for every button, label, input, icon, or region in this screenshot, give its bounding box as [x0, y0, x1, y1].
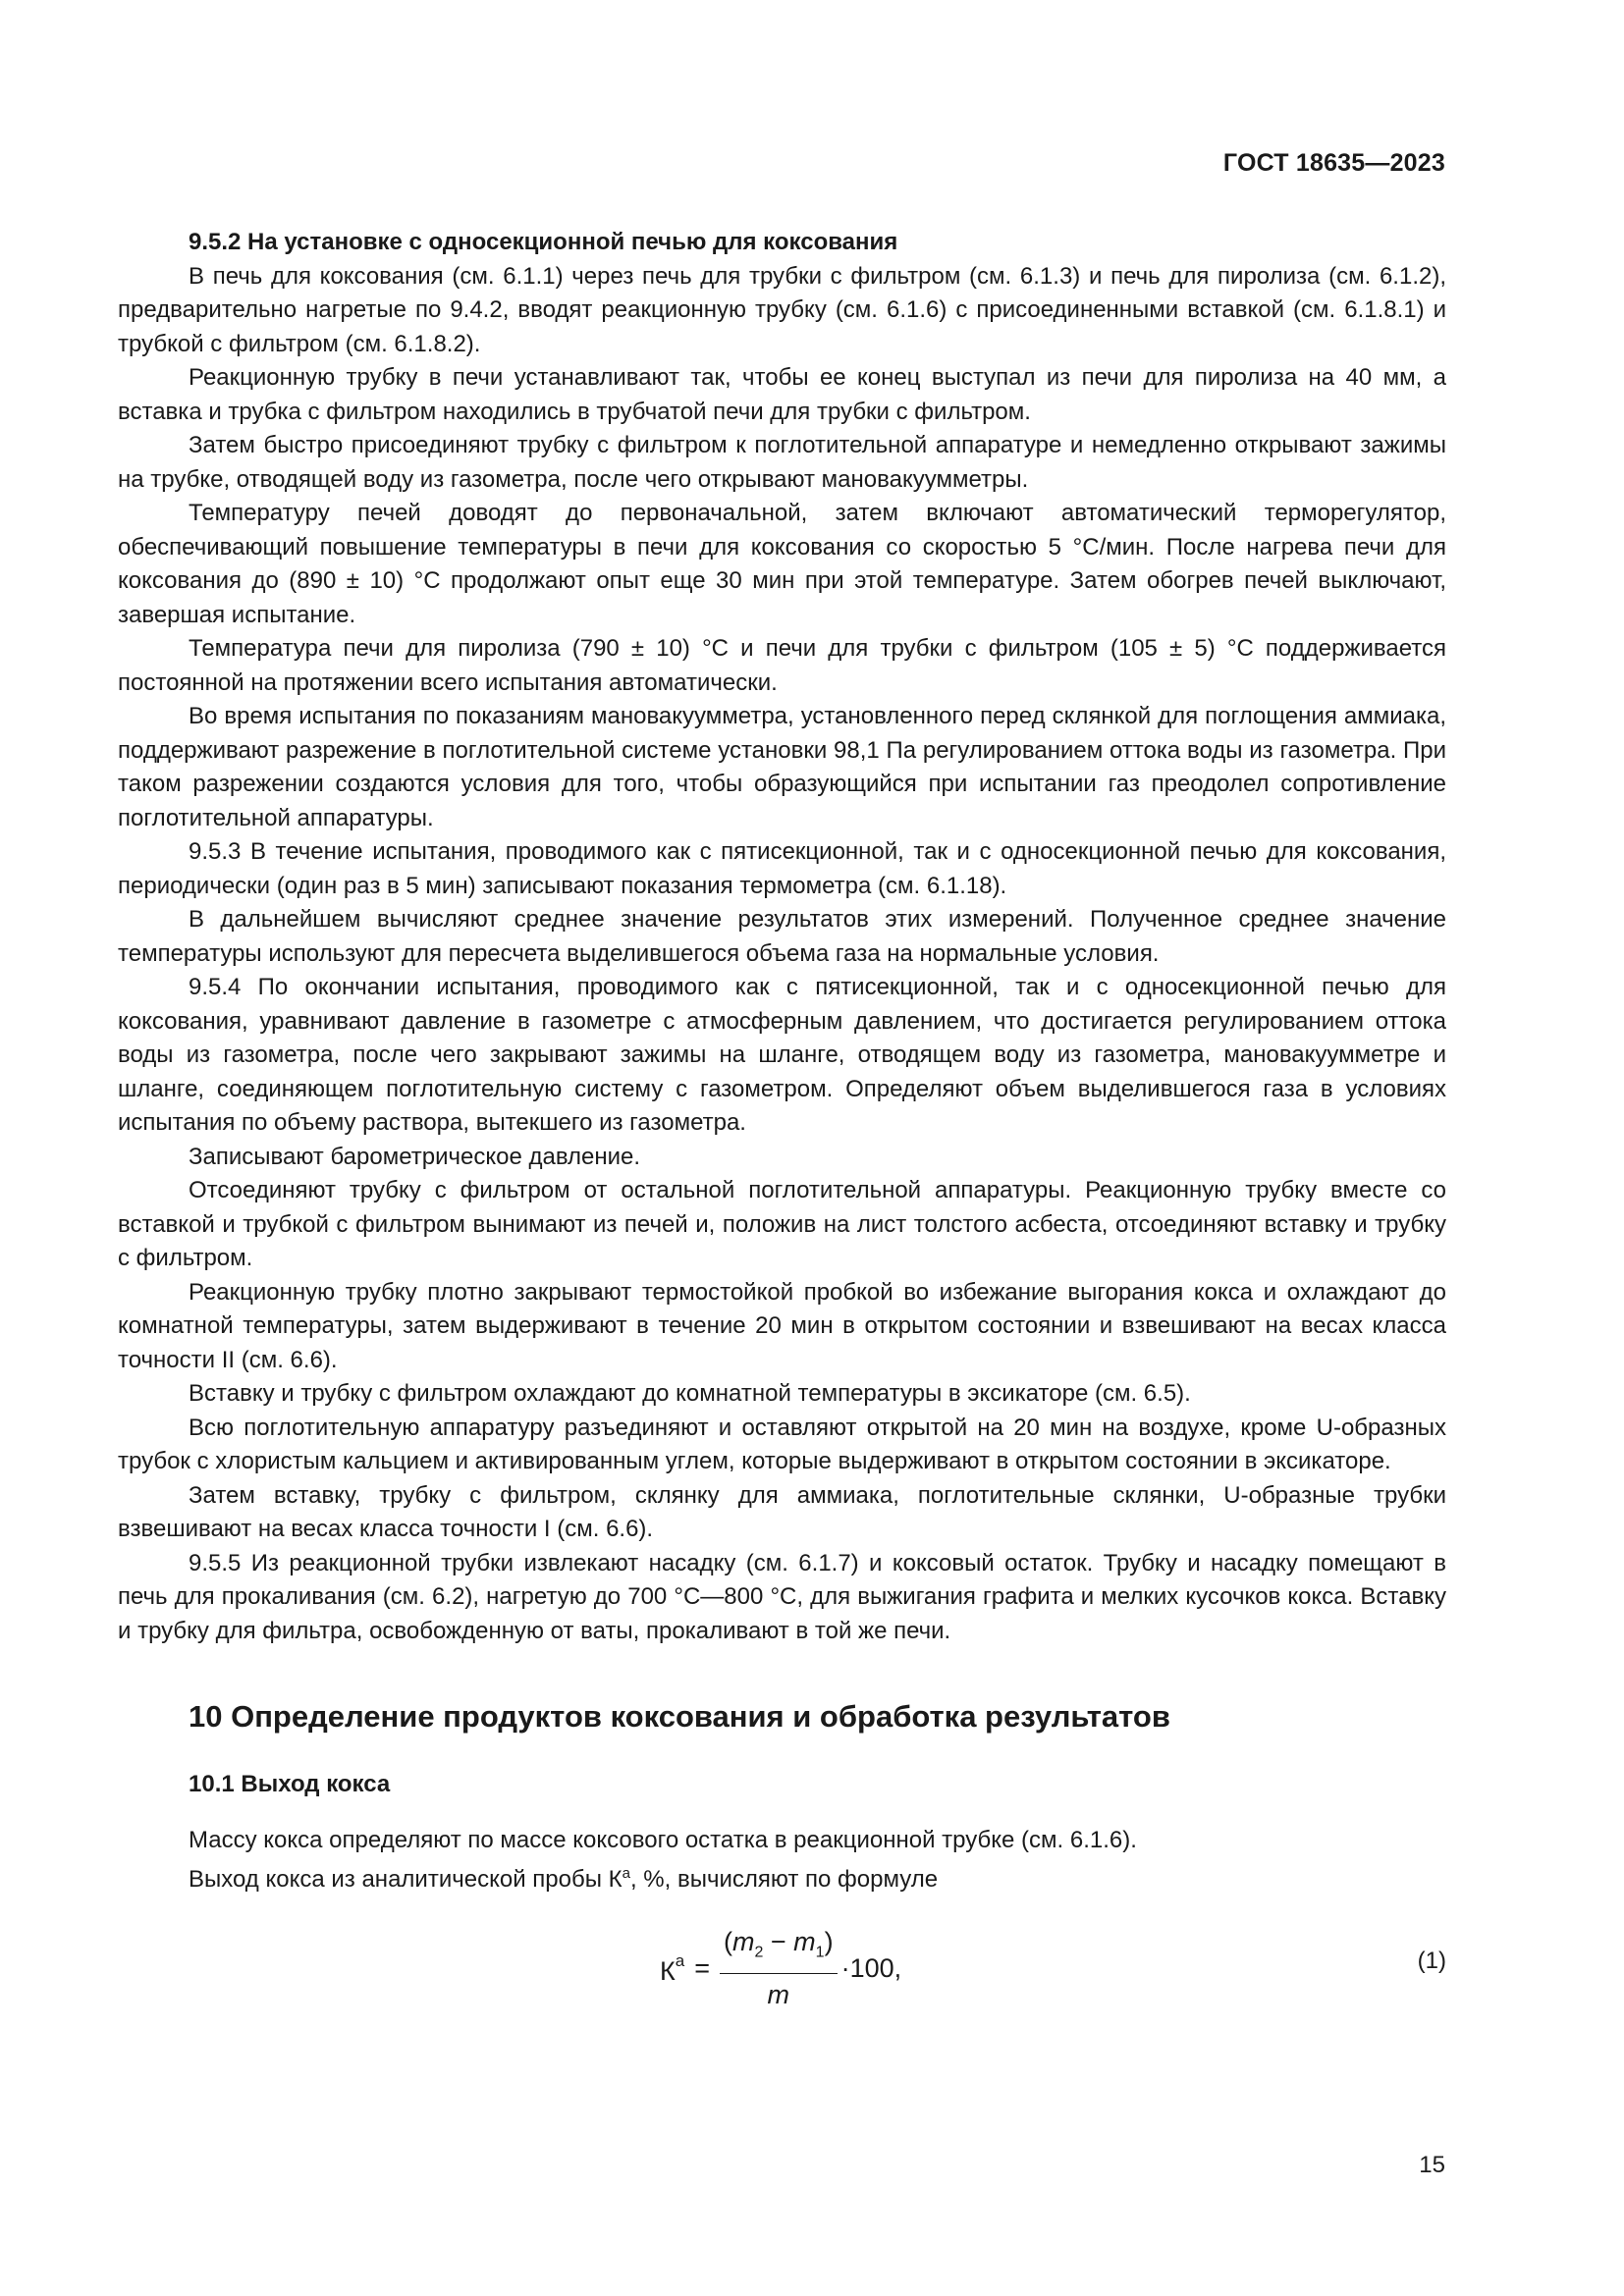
formula-lhs: $К^а$: [660, 1950, 685, 1986]
paragraph: Записывают барометрическое давление.: [189, 1143, 641, 1170]
paragraph: Реакционную трубку плотно закрывают термостойкой пробкой во избежание выгорания кокса и охлаждают до комнатной температуры, затем выдерживают в течение 20 мин в открытом состоянии и взвешивают на весах класса точности II (см. 6.6).: [118, 1278, 1446, 1373]
paragraph: Во время испытания по показаниям мановакуумметра, установленного перед склянкой для поглощения аммиака, поддерживают разрежение в поглотительной системе установки 98,1 Па регулированием оттока воды из газометра. При таком разрежении создаются условия для того, чтобы образующийся при испытании газ преодолел сопротивление поглотительной аппаратуры.: [118, 703, 1446, 831]
section-title-10: 10 Определение продуктов коксования и обработка результатов: [189, 1699, 1170, 1734]
paragraph-9-5-5: 9.5.5 Из реакционной трубки извлекают насадку (см. 6.1.7) и коксовый остаток. Трубку и насадку помещают в печь для прокаливания (см. 6.2), нагретую до 700 °С—800 °С, для выжигания графита и мелких кусочков кокса. Вставку и трубку для фильтра, освобожденную от ваты, прокаливают в той же печи.: [118, 1549, 1446, 1644]
subsection-heading-9-5-2: 9.5.2 На установке с односекционной печью для коксования: [189, 229, 898, 255]
paragraph: В дальнейшем вычисляют среднее значение результатов этих измерений. Полученное среднее значение температуры используют для пересчета выделившегося объема газа на нормальные условия.: [118, 906, 1446, 967]
formula-numerator: $(m_2 - m_1)$: [720, 1925, 838, 1975]
paragraph: Всю поглотительную аппаратуру разъединяют и оставляют открытой на 20 мин на воздухе, кроме U-образных трубок с хлористым кальцием и активированным углем, которые выдерживают в открытом состоянии в эксикаторе.: [118, 1414, 1446, 1474]
formula-1: [660, 1925, 901, 2012]
paragraph: Затем вставку, трубку с фильтром, склянку для аммиака, поглотительные склянки, U-образные трубки взвешивают на весах класса точности I (см. 6.6).: [118, 1481, 1446, 1542]
paragraph-9-5-4: 9.5.4 По окончании испытания, проводимого как с пятисекционной, так и с односекционной печью для коксования, уравнивают давление в газометре с атмосферным давлением, что достигается регулированием оттока воды из газометра, после чего закрывают зажимы на шланге, отводящем воду из газометра, мановакуумметре и шланге, соединяющем поглотительную систему с газометром. Определяют объем выделившегося газа в условиях испытания по объему раствора, вытекшего из газометра.: [118, 974, 1446, 1136]
paragraph: Температура печи для пиролиза (790 ± 10) °С и печи для трубки с фильтром (105 ± 5) °С поддерживается постоянной на протяжении всего испытания автоматически.: [118, 635, 1446, 696]
paragraph-9-5-3: 9.5.3 В течение испытания, проводимого как с пятисекционной, так и с односекционной печью для коксования, периодически (один раз в 5 мин) записывают показания термометра (см. 6.1.18).: [118, 838, 1446, 899]
paragraph: Реакционную трубку в печи устанавливают так, чтобы ее конец выступал из печи для пиролиза на 40 мм, а вставка и трубка с фильтром находились в трубчатой печи для трубки с фильтром.: [118, 364, 1446, 425]
formula-denominator: m: [767, 1980, 790, 2010]
page-body: [118, 226, 1446, 2013]
subsection-title-10-1: 10.1 Выход кокса: [189, 1771, 391, 1797]
paragraph: Температуру печей доводят до первоначальной, затем включают автоматический терморегулятор, обеспечивающий повышение температуры в печи для коксования со скоростью 5 °С/мин. После нагрева печи для коксования до (890 ± 10) °С продолжают опыт еще 30 мин при этой температуре. Затем обогрев печей выключают, завершая испытание.: [118, 500, 1446, 628]
formula-fraction: [720, 1925, 838, 2012]
formula-1-row: [118, 1915, 1446, 2013]
formula-number: (1): [1417, 1947, 1446, 1974]
paragraph: Отсоединяют трубку с фильтром от остальной поглотительной аппаратуры. Реакционную трубку вместе со вставкой и трубкой с фильтром вынимают из печей и, положив на лист толстого асбеста, отсоединяют вставку и трубку с фильтром.: [118, 1177, 1446, 1271]
paragraph: Массу кокса определяют по массе коксового остатка в реакционной трубке (см. 6.1.6).: [189, 1826, 1137, 1853]
document-code-header: ГОСТ 18635—2023: [1222, 149, 1445, 177]
paragraph: В печь для коксования (см. 6.1.1) через печь для трубки с фильтром (см. 6.1.3) и печь для пиролиза (см. 6.1.2), предварительно нагретые по 9.4.2, вводят реакционную трубку (см. 6.1.6) с присоединенными вставкой (см. 6.1.8.1) и трубкой с фильтром (см. 6.1.8.2).: [118, 262, 1446, 357]
paragraph: Вставку и трубку с фильтром охлаждают до комнатной температуры в эксикаторе (см. 6.5).: [189, 1380, 1191, 1407]
paragraph-formula-intro: Выход кокса из аналитической пробы $К^а$, %, вычисляют по формуле: [189, 1865, 939, 1893]
paragraph: Затем быстро присоединяют трубку с фильтром к поглотительной аппаратуре и немедленно открывают зажимы на трубке, отводящей воду из газометра, после чего открывают мановакуумметры.: [118, 432, 1446, 493]
formula-equals: =: [694, 1952, 710, 1983]
page-number: 15: [1419, 2152, 1445, 2178]
formula-multiplier: ·100,: [840, 1952, 902, 1983]
